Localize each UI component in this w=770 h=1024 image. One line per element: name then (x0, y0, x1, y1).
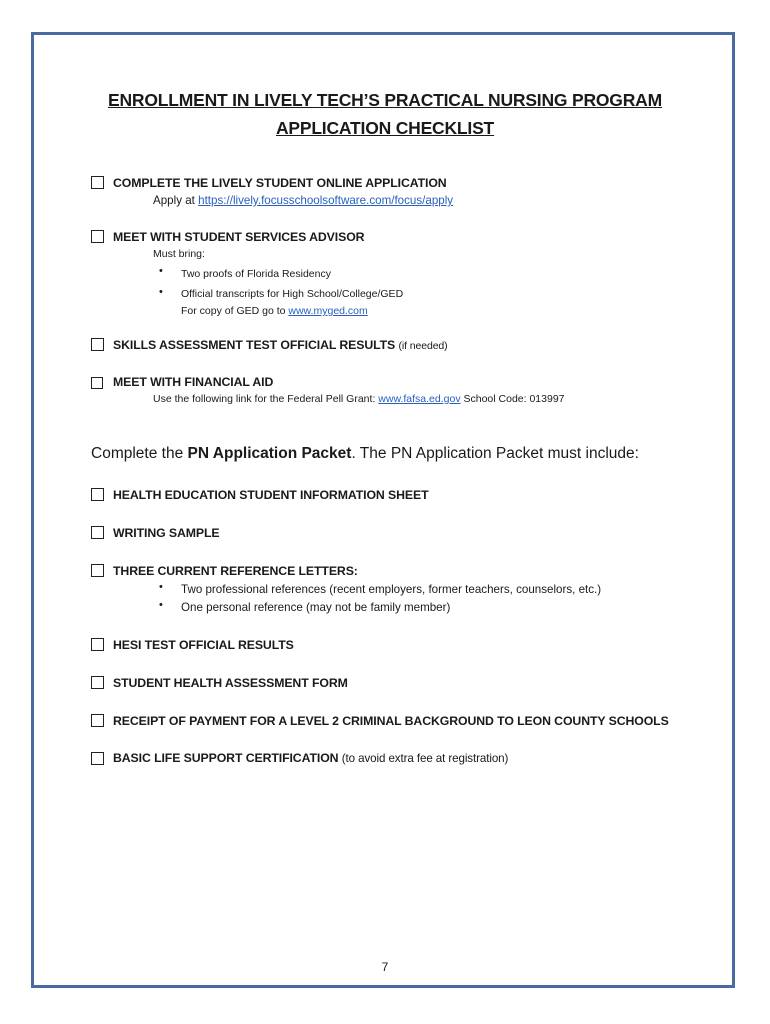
school-code: School Code: 013997 (463, 393, 565, 405)
item-background-payment-label: RECEIPT OF PAYMENT FOR A LEVEL 2 CRIMINAL BACKGROUND TO LEON COUNTY SCHOOLS (113, 714, 669, 728)
bullet-personal-ref: One personal reference (may not be family member) (181, 601, 451, 614)
ged-prefix: For copy of GED go to (181, 305, 286, 317)
intro-prefix: Complete the (91, 445, 184, 462)
item-student-services-label: MEET WITH STUDENT SERVICES ADVISOR (113, 230, 365, 244)
ged-line (181, 305, 368, 317)
item-health-education-label: HEALTH EDUCATION STUDENT INFORMATION SHEET (113, 488, 429, 502)
intro-suffix: . The PN Application Packet must include: (351, 445, 639, 462)
bullet-icon: • (159, 265, 163, 277)
item-hesi-results-label: HESI TEST OFFICIAL RESULTS (113, 638, 294, 652)
bullet-transcripts: Official transcripts for High School/College/GED (181, 288, 404, 300)
checkbox-skills-assessment[interactable] (91, 338, 104, 351)
checkbox-reference-letters[interactable] (91, 564, 104, 577)
fafsa-link[interactable]: www.fafsa.ed.gov (378, 393, 461, 405)
item-reference-letters-label: THREE CURRENT REFERENCE LETTERS: (113, 564, 358, 578)
page-title-line1: ENROLLMENT IN LIVELY TECH’S PRACTICAL NURSING PROGRAM (108, 90, 662, 110)
page-number: 7 (381, 960, 389, 974)
item-writing-sample-label: WRITING SAMPLE (113, 526, 220, 540)
financial-aid-line (153, 393, 565, 405)
apply-line (153, 194, 453, 207)
skills-assessment-label: SKILLS ASSESSMENT TEST OFFICIAL RESULTS (113, 338, 396, 352)
bls-note: (to avoid extra fee at registration) (341, 752, 509, 765)
packet-intro (91, 445, 639, 463)
checkbox-background-payment[interactable] (91, 714, 104, 727)
bullet-professional-refs: Two professional references (recent employers, former teachers, counselors, etc.) (181, 583, 602, 596)
checkbox-online-application[interactable] (91, 176, 104, 189)
checkbox-financial-aid[interactable] (91, 377, 103, 389)
checkbox-bls-certification[interactable] (91, 752, 104, 765)
page-title-line2: APPLICATION CHECKLIST (275, 118, 495, 138)
bls-label: BASIC LIFE SUPPORT CERTIFICATION (113, 751, 339, 765)
item-online-application-label: COMPLETE THE LIVELY STUDENT ONLINE APPLICATION (113, 176, 447, 190)
item-health-assessment-label: STUDENT HEALTH ASSESSMENT FORM (113, 676, 348, 690)
item-bls-certification (113, 751, 508, 765)
skills-assessment-note: (if needed) (398, 340, 448, 352)
pell-desc: Use the following link for the Federal Pell Grant: (153, 393, 376, 405)
checkbox-student-services[interactable] (91, 230, 104, 243)
bullet-icon: • (159, 599, 163, 611)
apply-prefix: Apply at (153, 194, 195, 207)
intro-bold: PN Application Packet (187, 445, 352, 462)
item-skills-assessment (113, 338, 448, 352)
checkbox-health-assessment[interactable] (91, 676, 104, 689)
checkbox-writing-sample[interactable] (91, 526, 104, 539)
checkbox-hesi-results[interactable] (91, 638, 104, 651)
must-bring-text: Must bring: (153, 248, 205, 260)
bullet-residency: Two proofs of Florida Residency (181, 268, 331, 280)
ged-link[interactable]: www.myged.com (288, 305, 368, 317)
checkbox-health-education[interactable] (91, 488, 104, 501)
bullet-icon: • (159, 581, 163, 593)
apply-link[interactable]: https://lively.focusschoolsoftware.com/focus/apply (198, 194, 454, 207)
item-financial-aid-label: MEET WITH FINANCIAL AID (113, 375, 274, 389)
bullet-icon: • (159, 286, 163, 298)
